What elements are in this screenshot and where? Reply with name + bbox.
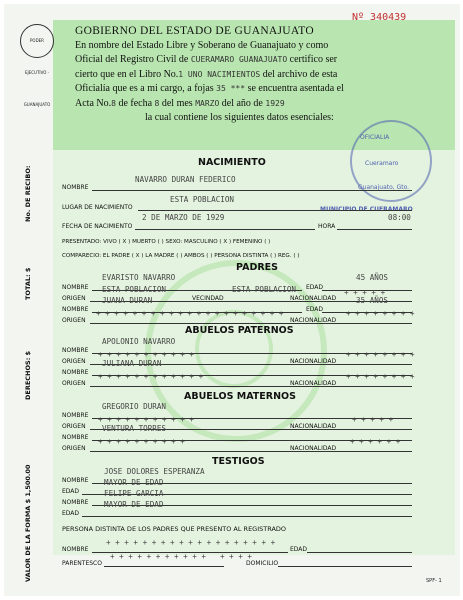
stamp-text-2: Cueramaro — [365, 160, 399, 167]
form-code: SPF- 1 — [426, 578, 442, 584]
rights-label: DERECHOS: $ — [24, 350, 32, 400]
nacionalidad-label: NACIONALIDAD — [290, 358, 337, 365]
field-line — [90, 386, 412, 387]
stamp-text-3: Guanajuato, Gto. — [358, 184, 410, 191]
nombre-label: NOMBRE — [62, 499, 89, 506]
birthplace-value: ESTA POBLACION — [170, 195, 235, 204]
parentesco-label: PARENTESCO — [62, 560, 102, 567]
comparecio-row: COMPARECIO: EL PADRE ( X ) LA MADRE ( ) AMBOS ( ) PERSONA DISTINTA ( ) REG. ( ) — [62, 253, 300, 259]
nacionalidad-label: NACIONALIDAD — [290, 445, 337, 452]
state-seal-icon: PODER EJECUTIVO · GUANAJUATO — [20, 24, 54, 58]
paternal-grandmother-name: JULIANA DURAN — [102, 359, 162, 368]
origen-label: ORIGEN — [62, 317, 86, 324]
paternal-grandfather-origin: + + + + + + + + + + + — [98, 350, 195, 359]
maternal-grandfather-origin: + + + + + + + + + + + — [98, 415, 195, 424]
birthdate-value: 2 DE MARZO DE 1929 — [142, 213, 225, 222]
paternal-grandfather-name: APOLONIO NAVARRO — [102, 337, 176, 346]
section-title-nacimiento: NACIMIENTO — [198, 157, 266, 168]
certificate-header — [75, 24, 445, 126]
field-line — [104, 566, 224, 567]
section-title-testigos: TESTIGOS — [212, 456, 265, 467]
edad-label: EDAD — [290, 546, 308, 553]
maternal-grandmother-name: VENTURA TORRES — [102, 424, 167, 433]
edad-label: EDAD — [306, 306, 324, 313]
total-label: TOTAL: $ — [24, 267, 32, 300]
paternal-grandfather-nationality: + + + + + + + + — [346, 350, 415, 359]
field-line — [90, 323, 412, 324]
presenter-relationship: + + + + + + + + + + + — [110, 552, 207, 561]
nombre-label: NOMBRE — [62, 306, 89, 313]
header-line-5: Oficialía que es a mi cargo, a fojas 35 *** se encuentra asentada el — [75, 83, 344, 94]
field-line — [278, 566, 412, 567]
nombre-label: NOMBRE — [62, 184, 89, 191]
maternal-grandfather-name: GREGORIO DURAN — [102, 402, 167, 411]
stamp-text-4: MUNICIPIO DE CUERAMARO — [320, 206, 413, 213]
mother-nationality: + + + + + + + + — [346, 309, 415, 318]
section-title-abuelos-paternos: ABUELOS PATERNOS — [185, 325, 294, 336]
mother-age: 35 AÑOS — [356, 296, 389, 305]
field-line — [135, 229, 315, 230]
witness-1-age: MAYOR DE EDAD — [104, 478, 164, 487]
nacionalidad-label: NACIONALIDAD — [290, 423, 337, 430]
paternal-grandmother-origin: + + + + + + + + + + + + — [98, 372, 204, 381]
origen-label: ORIGEN — [62, 358, 86, 365]
origen-label: ORIGEN — [62, 423, 86, 430]
stamp-text-1: OFICIALIA — [360, 134, 390, 141]
field-line — [90, 451, 412, 452]
government-title: GOBIERNO DEL ESTADO DE GUANAJUATO — [75, 25, 314, 37]
witness-1-name: JOSE DOLORES ESPERANZA — [104, 467, 205, 476]
origen-label: ORIGEN — [62, 295, 86, 302]
nombre-label: NOMBRE — [62, 347, 89, 354]
paternal-grandmother-nationality: + + + + + + + + — [346, 372, 415, 381]
header-line-2: En nombre del Estado Libre y Soberano de Guanajuato y como — [75, 39, 329, 51]
nombre-label: NOMBRE — [62, 546, 89, 553]
hora-label: HORA — [318, 223, 336, 230]
father-age: 45 AÑOS — [356, 273, 389, 282]
presenter-address: + + + + — [220, 552, 253, 561]
header-line-3: Oficial del Registro Civil de CUERAMARO GUANAJUATO certifico ser — [75, 54, 338, 65]
header-line-7: la cual contiene los siguientes datos esenciales: — [145, 112, 334, 123]
father-residence: ESTA POBLACION — [232, 285, 297, 294]
persona-distinta-title: PERSONA DISTINTA DE LOS PADRES QUE PRESENTO AL REGISTRADO — [62, 525, 287, 533]
field-line — [307, 552, 412, 553]
header-line-4: cierto que en el Libro No.1 UNO NACIMIENTOS del archivo de esta — [75, 68, 338, 80]
domicilio-label: DOMICILIO — [246, 560, 279, 567]
receipt-label: No. DE RECIBO: — [24, 165, 32, 222]
edad-label: EDAD — [62, 510, 80, 517]
nombre-label: NOMBRE — [62, 369, 89, 376]
nombre-label: NOMBRE — [62, 434, 89, 441]
father-name: EVARISTO NAVARRO — [102, 273, 176, 282]
registrant-name: NAVARRO DURAN FEDERICO — [135, 175, 236, 184]
edad-label: EDAD — [306, 284, 324, 291]
maternal-grandmother-origin: + + + + + + + + + + — [98, 437, 185, 446]
edad-label: EDAD — [62, 488, 80, 495]
father-origin: ESTA POBLACION — [102, 285, 167, 294]
witness-2-age: MAYOR DE EDAD — [104, 500, 164, 509]
nacionalidad-label: NACIONALIDAD — [290, 317, 337, 324]
witness-2-name: FELIPE GARCIA — [104, 489, 164, 498]
vecindad-label: VECINDAD — [192, 295, 224, 302]
section-title-abuelos-maternos: ABUELOS MATERNOS — [184, 391, 296, 402]
origen-label: ORIGEN — [62, 445, 86, 452]
field-line — [92, 190, 412, 191]
mother-origin: + + + + + + + + + + + + + + + + + + + + + — [96, 309, 284, 318]
fecha-label: FECHA DE NACIMIENTO — [62, 223, 133, 230]
nombre-label: NOMBRE — [62, 412, 89, 419]
nombre-label: NOMBRE — [62, 477, 89, 484]
presentado-row: PRESENTADO: VIVO ( X ) MUERTO ( ) SEXO: MASCULINO ( X ) FEMENINO ( ) — [62, 239, 271, 245]
field-line — [82, 516, 412, 517]
origen-label: ORIGEN — [62, 380, 86, 387]
header-line-6: Acta No.8 de fecha 8 del mes MARZO del año de 1929 — [75, 97, 285, 109]
nacionalidad-label: NACIONALIDAD — [290, 380, 337, 387]
lugar-label: LUGAR DE NACIMIENTO — [62, 204, 133, 211]
maternal-grandmother-nationality: + + + + + + — [350, 437, 401, 446]
nacionalidad-label: NACIONALIDAD — [290, 295, 337, 302]
folio-number: Nº 340439 — [352, 12, 407, 23]
field-line — [138, 210, 412, 211]
watermark-inner — [195, 310, 273, 388]
field-line — [337, 229, 412, 230]
mother-name: JUANA DURAN — [102, 296, 153, 305]
father-nationality: + + + + + — [344, 288, 386, 297]
nombre-label: NOMBRE — [62, 284, 89, 291]
form-value-label: VALOR DE LA FORMA $ 1,500.00 — [24, 464, 32, 582]
maternal-grandfather-nationality: + + + + + — [352, 415, 394, 424]
section-title-padres: PADRES — [236, 262, 278, 273]
birth-time-value: 08:00 — [388, 213, 411, 222]
presenter-name: + + + + + + + + + + + + + + + + + + + — [106, 538, 276, 547]
